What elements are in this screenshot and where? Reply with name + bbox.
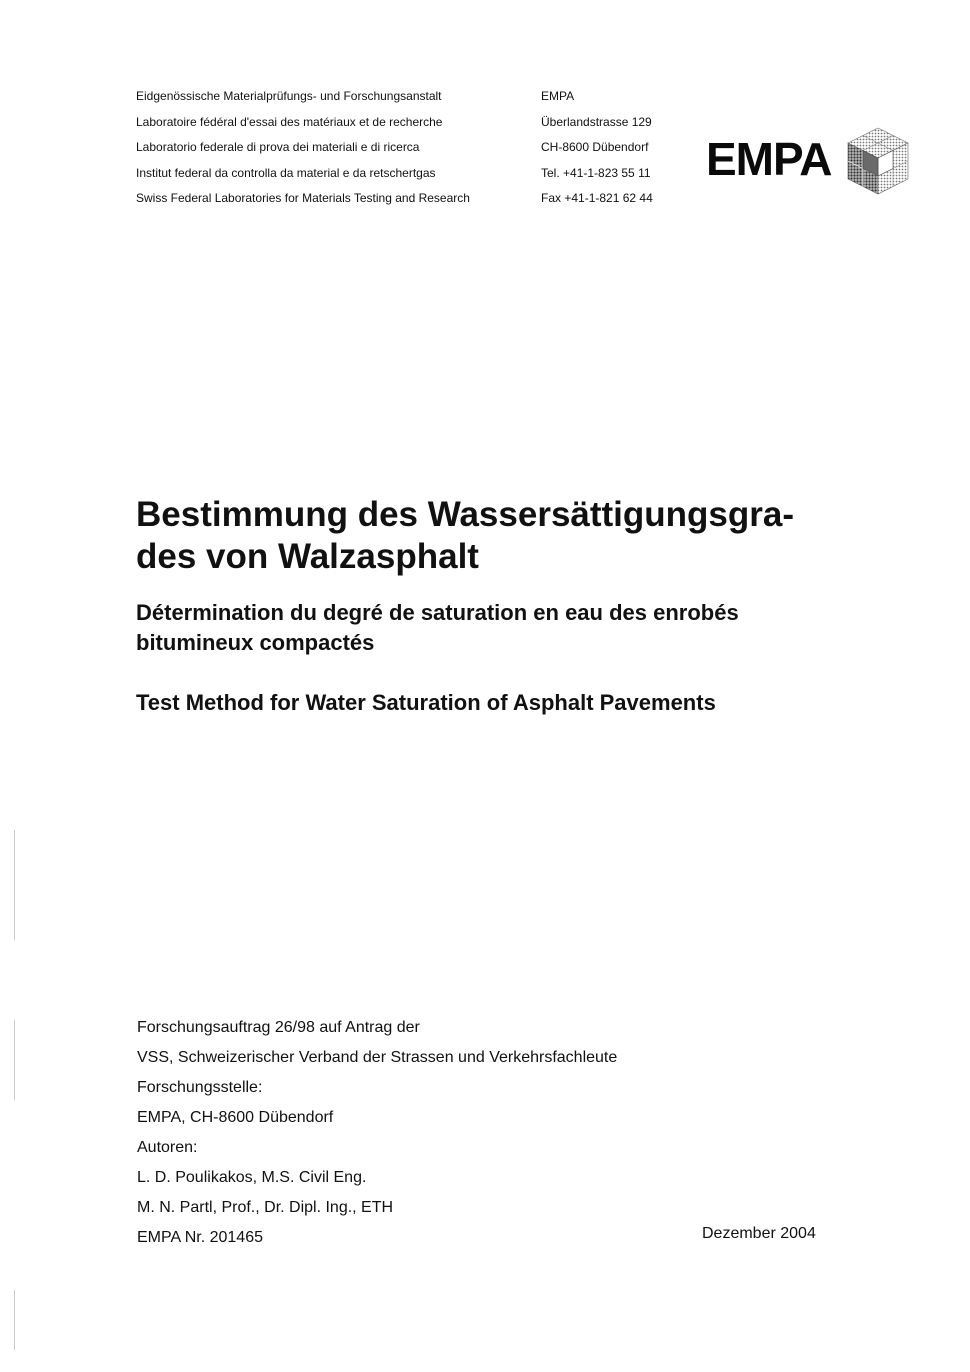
title-french	[136, 598, 896, 658]
institute-name-en: Swiss Federal Laboratories for Materials Testing and Research	[136, 191, 470, 205]
institute-name-de: Eidgenössische Materialprüfungs- und Forschungsanstalt	[136, 89, 442, 103]
institute-name-fr: Laboratoire fédéral d'essai des matériaux et de recherche	[136, 114, 443, 129]
address-street: Überlandstrasse 129	[541, 114, 652, 129]
scan-artifact	[14, 830, 15, 940]
institute-name-rm: Institut federal da controlla da material e da retschertgas	[136, 165, 436, 180]
contact-address	[541, 84, 653, 212]
institute-name-it: Laboratorio federale di prova dei materiali e di ricerca	[136, 140, 420, 154]
report-date: Dezember 2004	[702, 1225, 816, 1242]
address-city: CH-8600 Dübendorf	[541, 140, 649, 154]
info-research-order: Forschungsauftrag 26/98 auf Antrag der	[137, 1019, 420, 1036]
cube-icon	[844, 126, 912, 196]
empa-logo	[706, 126, 912, 196]
title-french-line-1: Détermination du degré de saturation en eau des enrobés	[136, 600, 739, 625]
info-client: VSS, Schweizerischer Verband der Strassen und Verkehrsfachleute	[137, 1049, 618, 1066]
title-german-line-2: des von Walzasphalt	[136, 537, 479, 576]
title-german	[136, 494, 896, 578]
info-research-site: EMPA, CH-8600 Dübendorf	[137, 1109, 334, 1126]
info-authors-label: Autoren:	[137, 1139, 198, 1156]
scan-artifact	[14, 1290, 15, 1350]
info-author-1: L. D. Poulikakos, M.S. Civil Eng.	[137, 1169, 367, 1186]
institute-names	[136, 84, 470, 212]
logo-text: EMPA	[706, 133, 832, 185]
title-german-line-1: Bestimmung des Wassersättigungsgra-	[136, 495, 795, 534]
address-phone: Tel. +41-1-823 55 11	[541, 165, 651, 180]
report-info	[137, 1013, 617, 1253]
info-report-number: EMPA Nr. 201465	[137, 1229, 263, 1246]
info-author-2: M. N. Partl, Prof., Dr. Dipl. Ing., ETH	[137, 1199, 394, 1216]
title-french-line-2: bitumineux compactés	[136, 630, 375, 655]
scan-artifact	[14, 1020, 15, 1100]
address-fax: Fax +41-1-821 62 44	[541, 191, 653, 205]
title-english: Test Method for Water Saturation of Asphalt Pavements	[136, 690, 716, 715]
address-org: EMPA	[541, 89, 575, 103]
info-research-site-label: Forschungsstelle:	[137, 1079, 263, 1096]
